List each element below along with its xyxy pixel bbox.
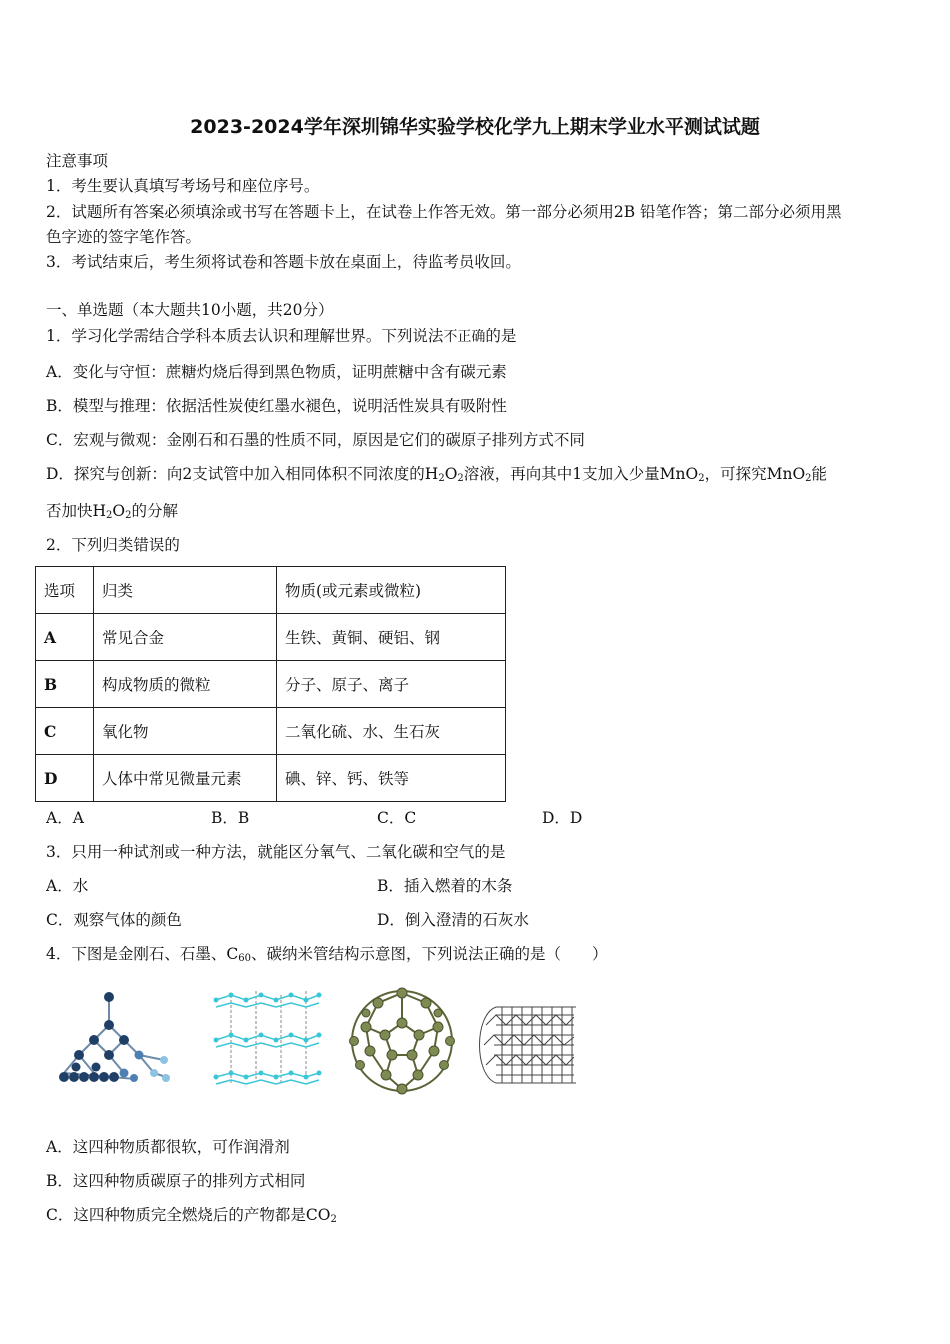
q3-option-a: A．水 (46, 877, 89, 895)
notice-item-1: 1．考生要认真填写考场号和座位序号。 (46, 177, 320, 195)
q4-c-text: C．这四种物质完全燃烧后的产物都是CO (46, 1206, 331, 1224)
question-3-stem: 3．只用一种试剂或一种方法，就能区分氧气、二氧化碳和空气的是 (46, 843, 506, 861)
table-cell: A (36, 614, 94, 661)
q1-option-d (46, 464, 827, 484)
q2-option-c: C．C (377, 809, 417, 827)
table-cell: D (36, 755, 94, 802)
q4-option-b: B．这四种物质碳原子的排列方式相同 (46, 1172, 306, 1190)
q3-option-c: C．观察气体的颜色 (46, 911, 182, 929)
table-row (36, 661, 506, 708)
classification-table (35, 566, 506, 802)
table-header-cell: 归类 (94, 567, 277, 614)
notice-item-2: 2．试题所有答案必须填涂或书写在答题卡上，在试卷上作答无效。第一部分必须用2B 铅笔作答；第二部分必须用黑 (46, 203, 842, 221)
table-cell: 常见合金 (94, 614, 277, 661)
question-4-stem (46, 944, 607, 964)
q1-d-text-1: D．探究与创新：向2支试管中加入相同体积不同浓度的H (46, 465, 439, 483)
q1-d-sub-2: 2 (457, 473, 464, 484)
table-cell: B (36, 661, 94, 708)
q1-d-text-4: ，可探究MnO (704, 465, 806, 483)
q4-stem-sub: 60 (238, 953, 251, 964)
table-cell: 氧化物 (94, 708, 277, 755)
q1-d-text-5: 能 (811, 465, 828, 483)
diamond-structure-image (46, 985, 176, 1095)
notice-item-2-cont: 色字迹的签字笔作答。 (46, 228, 202, 246)
page-title: 2023-2024学年深圳锦华实验学校化学九上期末学业水平测试试题 (190, 116, 760, 138)
q1-d-text-3: 溶液，再向其中1支加入少量MnO (463, 465, 699, 483)
q2-option-b: B．B (211, 809, 250, 827)
c60-structure-image (346, 985, 458, 1097)
q4-option-a: A．这四种物质都很软，可作润滑剂 (46, 1138, 290, 1156)
table-cell: 二氧化硫、水、生石灰 (277, 708, 506, 755)
q4-stem-a: 4．下图是金刚石、石墨、C (46, 945, 239, 963)
table-header-cell: 物质(或元素或微粒) (277, 567, 506, 614)
q1-d-sub-3: 2 (698, 473, 705, 484)
q3-option-b: B．插入燃着的木条 (377, 877, 513, 895)
q1-option-c: C．宏观与微观：金刚石和石墨的性质不同，原因是它们的碳原子排列方式不同 (46, 431, 585, 449)
table-row (36, 755, 506, 802)
q1-d-sub-1: 2 (438, 473, 445, 484)
q1-stem-a: 1．学习化学需结合学科本质去认识和理解世界。下列说法 (46, 327, 444, 345)
table-cell: C (36, 708, 94, 755)
q1-stem-emphasis: 不正确 (443, 329, 486, 345)
table-cell: 碘、锌、钙、铁等 (277, 755, 506, 802)
q4-stem-b: 、碳纳米管结构示意图，下列说法正确的是（ ） (250, 945, 608, 963)
question-1-stem (46, 326, 516, 347)
table-row (36, 708, 506, 755)
q1-dcont-text-3: 的分解 (131, 502, 179, 520)
graphite-structure-image (211, 985, 326, 1095)
q1-dcont-text-2: O (112, 502, 126, 520)
table-cell: 构成物质的微粒 (94, 661, 277, 708)
carbon-nanotube-image (466, 985, 581, 1095)
q1-d-sub-4: 2 (805, 473, 812, 484)
q1-d-text-2: O (444, 465, 458, 483)
q1-dcont-text-1: 否加快H (46, 502, 107, 520)
q1-dcont-sub-1: 2 (106, 510, 113, 521)
table-cell: 生铁、黄铜、硬铝、钢 (277, 614, 506, 661)
section-heading: 一、单选题（本大题共10小题，共20分） (46, 301, 334, 319)
q1-option-d-cont (46, 501, 178, 521)
table-cell: 分子、原子、离子 (277, 661, 506, 708)
q1-option-a: A．变化与守恒：蔗糖灼烧后得到黑色物质，证明蔗糖中含有碳元素 (46, 363, 507, 381)
q1-option-b: B．模型与推理：依据活性炭使红墨水褪色，说明活性炭具有吸附性 (46, 397, 507, 415)
q3-option-d: D．倒入澄清的石灰水 (377, 911, 529, 929)
q2-option-a: A．A (46, 809, 84, 827)
notice-heading: 注意事项 (46, 152, 109, 170)
table-row (36, 614, 506, 661)
question-2-stem: 2．下列归类错误的 (46, 536, 180, 554)
table-cell: 人体中常见微量元素 (94, 755, 277, 802)
table-header-cell: 选项 (36, 567, 94, 614)
q1-dcont-sub-2: 2 (125, 510, 132, 521)
table-header-row (36, 567, 506, 614)
q4-option-c (46, 1205, 337, 1225)
q4-c-sub: 2 (330, 1214, 337, 1225)
carbon-structures-figure (46, 985, 586, 1095)
notice-item-3: 3．考试结束后，考生须将试卷和答题卡放在桌面上，待监考员收回。 (46, 253, 521, 271)
q1-stem-c: 的是 (485, 327, 517, 345)
q2-option-d: D．D (542, 809, 583, 827)
